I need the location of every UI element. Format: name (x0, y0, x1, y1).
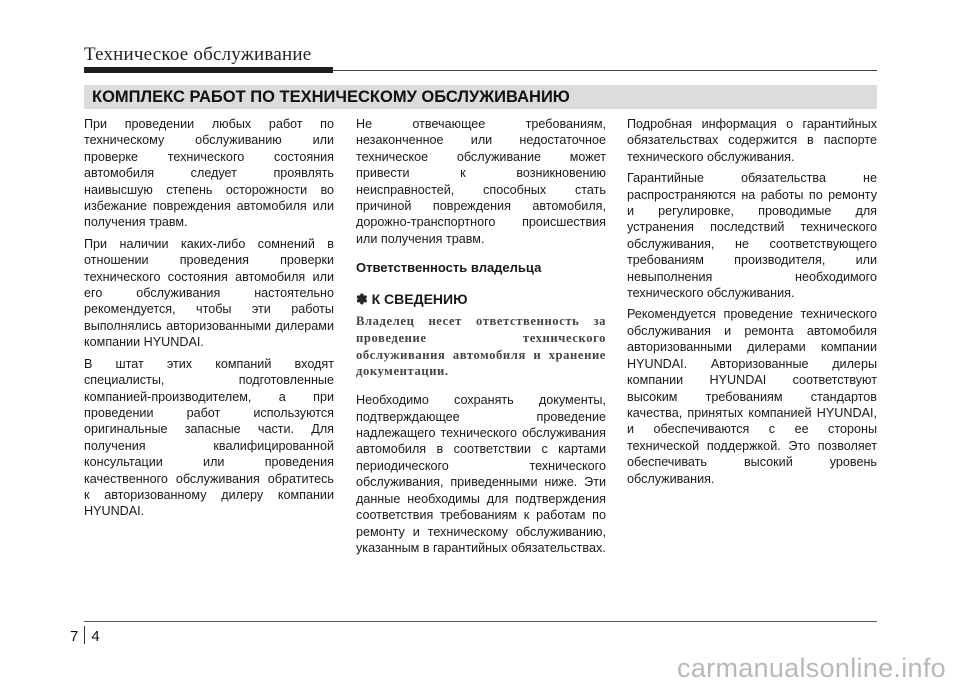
paragraph: При наличии каких-либо сомнений в отношении проведения проверки технического состояния автомобиля или его обслуживания настоятельно рекомендуется, чтобы эти работы выполнялись авторизованными дилерами компании HYUNDAI. (84, 236, 334, 350)
paragraph: Гарантийные обязательства не распространяются на работы по ремонту и регулировке, проводимые для устранения последствий технического обслуживания, не соответствующего требованиям производителя, или невыполнения необходимого технического обслуживания. (627, 171, 877, 301)
paragraph: Не отвечающее требованиям, незаконченное или недостаточное техническое обслуживание может привести к возникновению неисправностей, способных стать причиной повреждения автомобиля, дорожно-транспортного происшествия или получения травм. (356, 117, 606, 246)
subheading-owner-responsibility: Ответственность владельца (356, 260, 542, 276)
asterisk-icon: ✽ (356, 290, 368, 307)
page-number (70, 626, 100, 645)
paragraph: В штат этих компаний входят специалисты, подготовленные компанией-производителем, а при проведении работ используются оригинальные запасные части. Для получения квалифицированной консультации или проведения качественного обслуживания обратитесь к авторизованному дилеру компании HYUNDAI. (84, 356, 334, 519)
page-number-value: 4 (91, 628, 100, 645)
notice-body: Владелец несет ответственность за проведение технического обслуживания автомобиля и хранение документации. (356, 314, 606, 379)
chapter-number: 7 (70, 628, 79, 645)
page-number-divider (84, 626, 85, 644)
text-column-3 (627, 116, 877, 492)
paragraph: Рекомендуется проведение технического обслуживания и ремонта автомобиля авторизованными дилерами компании HYUNDAI. Авторизованные дилеры компании HYUNDAI соответствуют высоким требованиям стандартов качества, принятых компанией HYUNDAI, и обеспечиваются с ее стороны технической поддержкой. Это позволяет обеспечивать высокий уровень обслуживания. (627, 307, 877, 486)
watermark: carmanualsonline.info (677, 653, 946, 683)
text-column-2 (356, 116, 606, 561)
page-header-title: Техническое обслуживание (84, 44, 312, 65)
paragraph: Подробная информация о гарантийных обязательствах содержится в паспорте технического обслуживания. (627, 117, 877, 164)
paragraph: При проведении любых работ по техническому обслуживанию или проверке технического состояния автомобиля следует проявлять наивысшую степень осторожности во избежание повреждения автомобиля или получения травм. (84, 117, 334, 230)
header-bar (84, 67, 333, 73)
footer-rule (84, 621, 877, 622)
notice-heading-label: К СВЕДЕНИЮ (371, 290, 468, 307)
paragraph: Необходимо сохранять документы, подтверждающее проведение надлежащего технического обслуживания автомобиля в соответствии с картами периодического технического обслуживания, приведенными ниже. Эти данные необходимы для подтверждения соответствия требованиям к работам по ремонту и техническому обслуживанию, указанным в гарантийных обязательствах. (356, 393, 606, 555)
notice-heading (356, 291, 606, 307)
header-rule (333, 70, 877, 71)
text-column-1 (84, 116, 334, 525)
section-heading: КОМПЛЕКС РАБОТ ПО ТЕХНИЧЕСКОМУ ОБСЛУЖИВАНИЮ (92, 88, 570, 106)
